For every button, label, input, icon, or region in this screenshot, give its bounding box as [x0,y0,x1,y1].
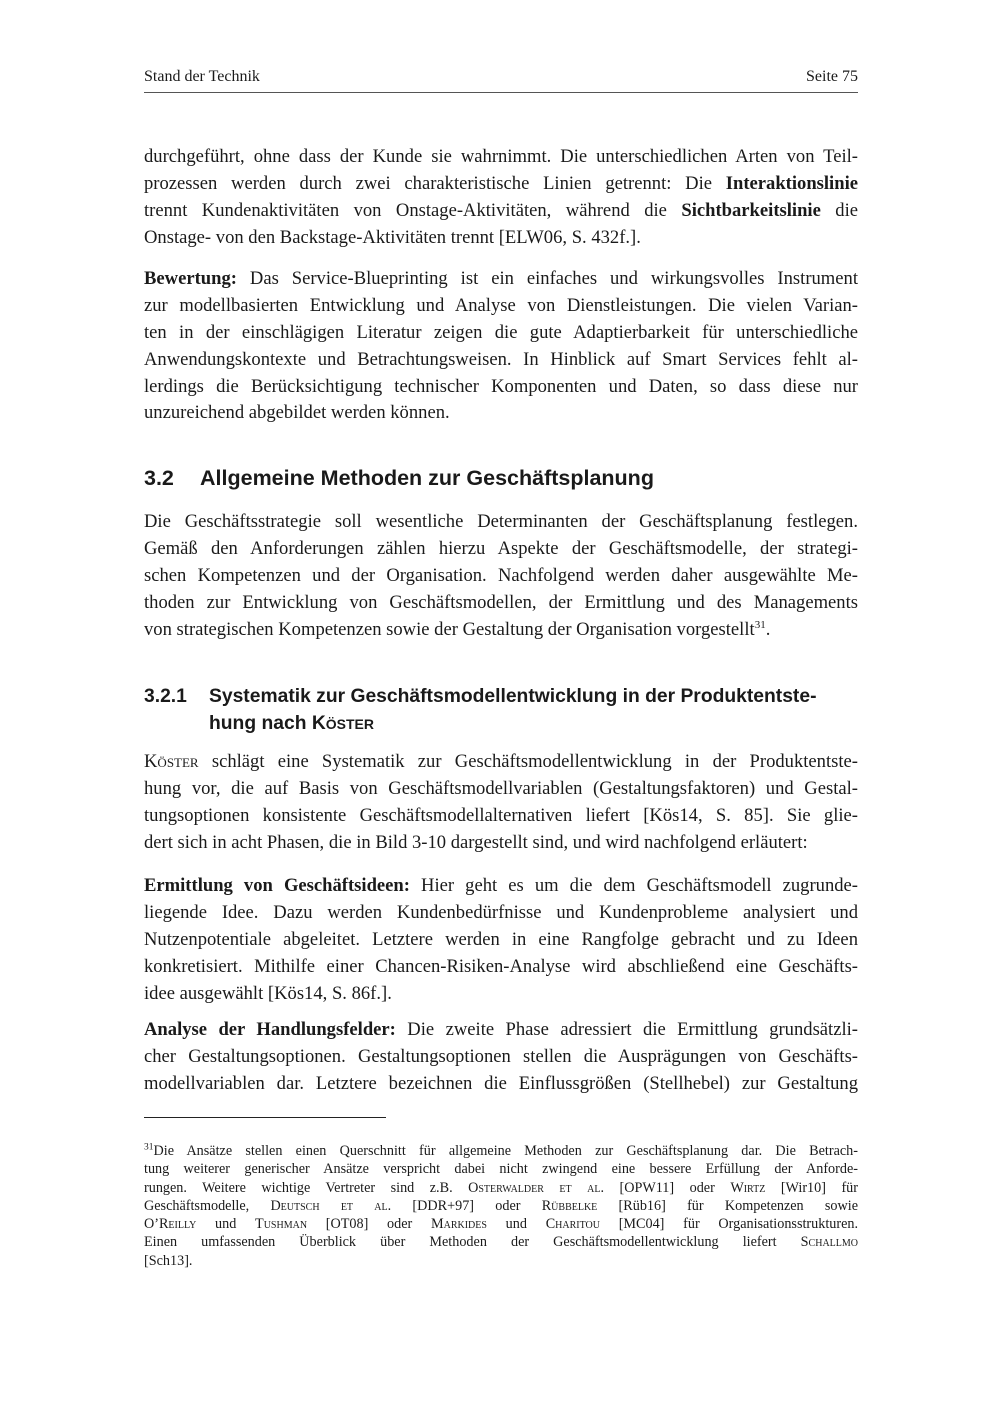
text-span: [OT08] oder [307,1216,431,1233]
author-name: Wirtz [730,1179,766,1196]
text-line [144,617,858,644]
subsection-title-line: Systematik zur Geschäftsmodellentwicklung in der Produktentste- [209,686,817,707]
text-line: liegende Idee. Dazu werden Kundenbedürfnisse und Kundenprobleme analysiert und [144,901,858,923]
author-name: Markides [431,1216,487,1233]
text-span: Die Ansätze stellen einen Querschnitt für allgemeine Methoden zur Geschäftsplanung dar. Die Betrach- [153,1143,858,1159]
bold-lead: Analyse der Handlungsfelder: [144,1019,396,1040]
text-line [144,198,858,225]
text-span: Hier geht es um die dem Geschäftsmodell zugrunde- [409,875,858,896]
author-name: Deutsch et al. [270,1197,392,1214]
footnote-line [144,1233,858,1251]
text-line: idee ausgewählt [Kös14, S. 86f.]. [144,982,392,1004]
paragraph-blueprint-lines [144,144,858,252]
paragraph-bewertung [144,266,858,427]
author-name: Charitou [545,1216,600,1233]
bold-lead: Bewertung: [144,268,237,289]
text-line: cher Gestaltungsoptionen. Gestaltungsoptionen stellen die Ausprägungen von Geschäfts- [144,1045,858,1067]
running-header [144,66,858,93]
author-name: Rübbelke [541,1197,598,1214]
text-line: Anwendungskontexte und Betrachtungsweisen. In Hinblick auf Smart Services fehlt al- [144,348,858,370]
text-line [144,1017,858,1044]
section-title: Allgemeine Methoden zur Geschäftsplanung [200,466,654,490]
subsection-number: 3.2.1 [144,686,187,707]
text-span: [Rüb16] für Kompetenzen sowie [597,1197,859,1214]
text-line: dert sich in acht Phasen, die in Bild 3-10 dargestellt sind, und wird nachfolgend erläutert: [144,831,808,853]
text-span: . [765,618,771,640]
text-line: ten in der einschlägigen Literatur zeigen die gute Adaptierbarkeit für unterschiedliche [144,321,858,343]
paragraph-geschaeftsideen [144,873,858,1007]
bold-term: Sichtbarkeitslinie [681,199,821,221]
text-span: schlägt eine Systematik zur Geschäftsmodellentwicklung in der Produktentste- [198,751,858,772]
text-line: schen Kompetenzen und der Organisation. Nachfolgend werden daher ausgewählte Me- [144,564,858,586]
footnote-line [144,1179,858,1197]
text-line: Gemäß den Anforderungen zählen hierzu Aspekte der Geschäftsmodelle, der strategi- [144,537,858,559]
paragraph-koester [144,749,858,857]
text-span: die [820,199,858,221]
author-name: Köster [311,713,374,734]
text-line: konkretisiert. Mithilfe einer Chancen-Risiken-Analyse wird abschließend eine Geschäfts- [144,955,858,977]
section-number: 3.2 [144,466,174,490]
text-span: prozessen werden durch zwei charakteristische Linien getrennt: Die [144,172,726,194]
text-span: und [196,1216,256,1233]
text-span: trennt Kundenaktivitäten von Onstage-Aktivitäten, während die [144,199,682,221]
footnote-line [144,1142,858,1160]
text-line: tungsoptionen konsistente Geschäftsmodellalternativen liefert [Kös14, S. 85]. Sie glie- [144,804,858,826]
footnote-marker: 31 [754,618,766,631]
footnote-separator [144,1117,386,1118]
text-span: von strategischen Kompetenzen sowie der Gestaltung der Organisation vorgestellt [144,618,755,640]
text-line: durchgeführt, ohne dass der Kunde sie wahrnimmt. Die unterschiedlichen Arten von Teil- [144,146,858,167]
text-line: hung vor, die auf Basis von Geschäftsmodellvariablen (Gestaltungsfaktoren) und Gestal- [144,777,858,799]
author-name: O’Reilly [144,1216,197,1233]
text-span: [Wir10] für [765,1179,858,1196]
text-line [144,749,858,776]
section-heading [144,466,654,491]
bold-term: Interaktionslinie [725,172,858,194]
text-line [144,266,858,293]
text-line: zur modellbasierten Entwicklung und Analyse von Dienstleistungen. Die vielen Varian- [144,294,858,316]
text-span: Das Service-Blueprinting ist ein einfaches und wirkungsvolles Instrument [236,268,858,289]
bold-lead: Ermittlung von Geschäftsideen: [144,875,410,896]
text-span: Geschäftsmodelle, [144,1197,271,1214]
paragraph-geschaeftsstrategie [144,509,858,643]
text-line: Onstage- von den Backstage-Aktivitäten trennt [ELW06, S. 432f.]. [144,226,641,248]
footnote-line: tung weiterer generischer Ansätze verspricht dabei nicht zwingend eine bessere Erfüllung der Anforde- [144,1161,858,1178]
author-name: Osterwalder et al. [468,1179,604,1196]
text-span: rungen. Weitere wichtige Vertreter sind z.B. [144,1179,469,1196]
text-line: modellvariablen dar. Letztere bezeichnen die Einflussgrößen (Stellhebel) zur Gestaltung [144,1072,858,1094]
author-name: Köster [144,751,199,772]
text-span: [DDR+97] oder [391,1197,542,1214]
text-line [144,171,858,198]
paragraph-handlungsfelder [144,1017,858,1098]
text-line: lerdings die Berücksichtigung technischer Komponenten und Daten, so dass diese nur [144,375,858,397]
subsection-title [209,683,859,737]
footnote-line: [Sch13]. [144,1252,193,1269]
text-span: [MC04] für Organisationsstrukturen. [599,1216,859,1233]
author-name: Schallmo [800,1234,858,1251]
footnote-line [144,1215,858,1233]
author-name: Tushman [255,1216,308,1233]
text-line: thoden zur Entwicklung von Geschäftsmodellen, der Ermittlung und des Managements [144,591,858,613]
subsection-title-line: hung nach [209,713,312,734]
footnote-number: 31 [144,1142,154,1153]
header-chapter-title: Stand der Technik [144,68,260,85]
text-span: Einen umfassenden Überblick über Methoden der Geschäftsmodellentwicklung liefert [144,1234,801,1251]
text-line [144,873,858,900]
text-line: Die Geschäftsstrategie soll wesentliche Determinanten der Geschäftsplanung festlegen. [144,511,858,532]
header-page-number: Seite 75 [806,68,858,85]
text-line: Nutzenpotentiale abgeleitet. Letztere werden in eine Rangfolge gebracht und zu Ideen [144,928,858,950]
text-span: und [486,1216,546,1233]
text-span: Die zweite Phase adressiert die Ermittlung grundsätzli- [395,1019,858,1040]
text-span: [OPW11] oder [604,1179,731,1196]
footnote-line [144,1197,858,1215]
text-line: unzureichend abgebildet werden können. [144,402,450,424]
footnote [144,1142,858,1270]
